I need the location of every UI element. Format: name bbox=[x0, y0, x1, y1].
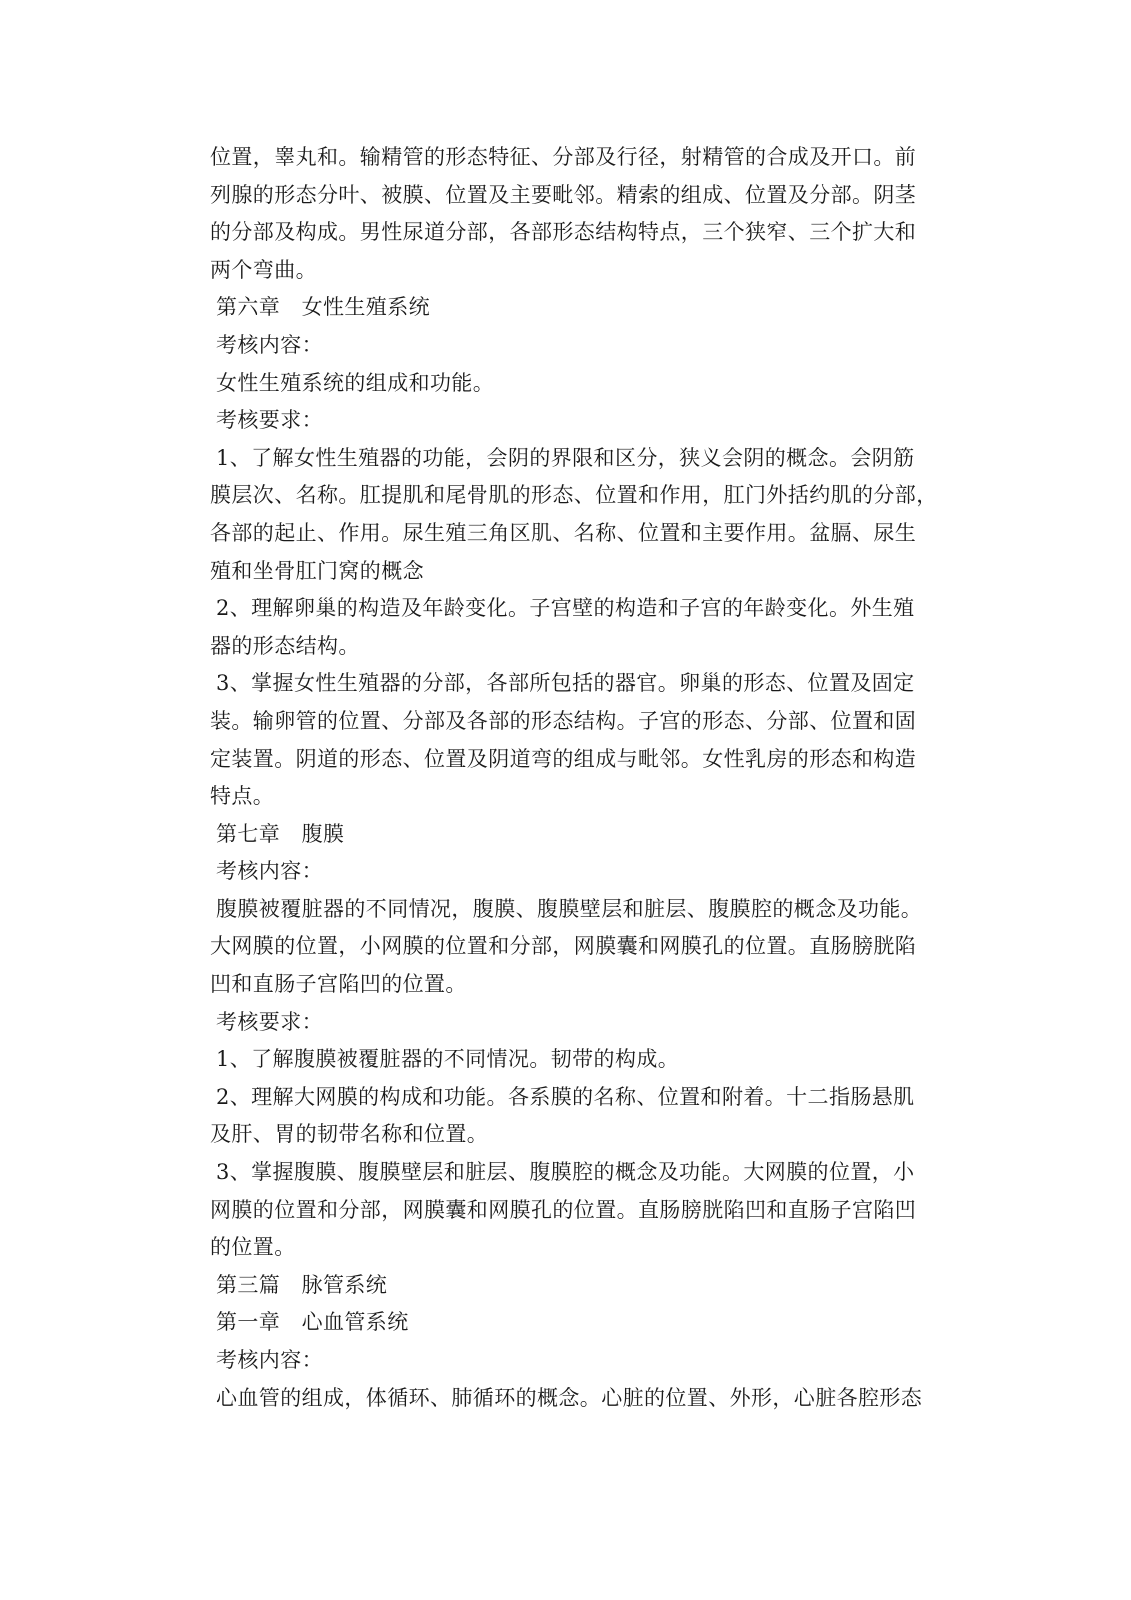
text-line: 器的形态结构。 bbox=[210, 633, 360, 658]
text-line: 1、了解女性生殖器的功能，会阴的界限和区分，狭义会阴的概念。会阴筋 bbox=[216, 445, 915, 470]
text-line: 2、理解大网膜的构成和功能。各系膜的名称、位置和附着。十二指肠悬肌 bbox=[216, 1084, 915, 1109]
text-line: 特点。 bbox=[210, 784, 275, 809]
text-line: 第七章 腹膜 bbox=[216, 821, 345, 846]
text-line: 及肝、胃的韧带名称和位置。 bbox=[210, 1122, 489, 1147]
text-line: 各部的起止、作用。尿生殖三角区肌、名称、位置和主要作用。盆膈、尿生 bbox=[210, 520, 917, 545]
text-line: 列腺的形态分叶、被膜、位置及主要毗邻。精索的组成、位置及分部。阴茎 bbox=[210, 182, 917, 207]
text-line: 考核要求： bbox=[216, 1009, 323, 1034]
text-line: 位置，睾丸和。输精管的形态特征、分部及行径，射精管的合成及开口。前 bbox=[210, 145, 917, 169]
document-body bbox=[210, 139, 948, 1417]
text-line: 的分部及构成。男性尿道分部，各部形态结构特点，三个狭窄、三个扩大和 bbox=[210, 220, 917, 245]
text-line: 1、了解腹膜被覆脏器的不同情况。韧带的构成。 bbox=[216, 1047, 680, 1072]
text-line: 定装置。阴道的形态、位置及阴道弯的组成与毗邻。女性乳房的形态和构造 bbox=[210, 746, 917, 771]
text-line: 网膜的位置和分部，网膜囊和网膜孔的位置。直肠膀胱陷凹和直肠子宫陷凹 bbox=[210, 1197, 917, 1222]
text-line: 大网膜的位置，小网膜的位置和分部，网膜囊和网膜孔的位置。直肠膀胱陷 bbox=[210, 934, 917, 959]
text-line: 2、理解卵巢的构造及年龄变化。子宫壁的构造和子宫的年龄变化。外生殖 bbox=[216, 596, 915, 621]
text-line: 的位置。 bbox=[210, 1235, 296, 1260]
text-line: 考核内容： bbox=[216, 859, 323, 884]
text-line: 凹和直肠子宫陷凹的位置。 bbox=[210, 972, 467, 997]
text-line: 考核内容： bbox=[216, 1348, 323, 1372]
text-line: 考核要求： bbox=[216, 408, 323, 433]
text-line: 3、掌握女性生殖器的分部，各部所包括的器官。卵巢的形态、位置及固定 bbox=[216, 671, 915, 696]
text-line: 心血管的组成，体循环、肺循环的概念。心脏的位置、外形，心脏各腔形态 bbox=[216, 1385, 923, 1410]
text-line: 两个弯曲。 bbox=[210, 257, 317, 282]
text-line: 第三篇 脉管系统 bbox=[216, 1272, 388, 1297]
text-line: 3、掌握腹膜、腹膜壁层和脏层、腹膜腔的概念及功能。大网膜的位置，小 bbox=[216, 1160, 915, 1185]
text-line: 腹膜被覆脏器的不同情况，腹膜、腹膜壁层和脏层、腹膜腔的概念及功能。 bbox=[216, 896, 923, 921]
text-line: 女性生殖系统的组成和功能。 bbox=[216, 370, 495, 395]
text-line: 第一章 心血管系统 bbox=[216, 1310, 409, 1335]
text-line: 第六章 女性生殖系统 bbox=[216, 295, 430, 320]
text-line: 殖和坐骨肛门窝的概念 bbox=[210, 558, 424, 583]
text-line: 考核内容： bbox=[216, 332, 323, 357]
text-line: 膜层次、名称。肛提肌和尾骨肌的形态、位置和作用，肛门外括约肌的分部， bbox=[210, 483, 938, 508]
text-line: 装。输卵管的位置、分部及各部的形态结构。子宫的形态、分部、位置和固 bbox=[210, 708, 917, 733]
